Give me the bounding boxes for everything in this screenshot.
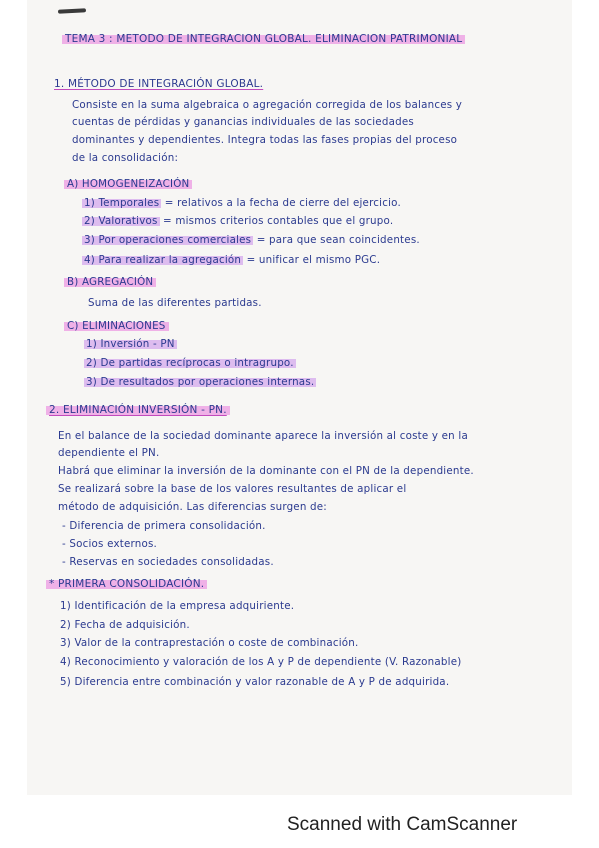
section-3-heading bbox=[46, 578, 207, 590]
item-text: = unificar el mismo PGC. bbox=[243, 254, 381, 266]
s1-paragraph-line: de la consolidación: bbox=[72, 152, 179, 164]
scanner-watermark: Scanned with CamScanner bbox=[287, 814, 518, 835]
page-title bbox=[62, 33, 465, 45]
elimination-item-text: 1) Inversión - PN bbox=[86, 338, 175, 350]
homogeneization-item bbox=[82, 215, 393, 227]
item-highlight: 2) Valorativos bbox=[84, 215, 158, 227]
s2-paragraph-line: Se realizará sobre la base de los valores resultantes de aplicar el bbox=[58, 483, 407, 495]
page-title-text: TEMA 3 : METODO DE INTEGRACION GLOBAL. ELIMINACION PATRIMONIAL bbox=[62, 33, 465, 45]
section-3-heading-text: * PRIMERA CONSOLIDACIÓN. bbox=[46, 578, 207, 590]
subsection-a-text: A) HOMOGENEIZACIÓN bbox=[64, 178, 192, 190]
elimination-item bbox=[84, 357, 296, 369]
subsection-a-label bbox=[64, 178, 192, 190]
item-highlight: 4) Para realizar la agregación bbox=[84, 254, 242, 266]
item-highlight: 1) Temporales bbox=[84, 197, 160, 209]
section-1-heading: 1. MÉTODO DE INTEGRACIÓN GLOBAL. bbox=[54, 78, 264, 90]
item-text: = mismos criterios contables que el grupo. bbox=[159, 215, 394, 227]
homogeneization-item bbox=[82, 234, 420, 246]
difference-item: - Diferencia de primera consolidación. bbox=[62, 520, 266, 532]
difference-item: - Reservas en sociedades consolidadas. bbox=[62, 556, 274, 568]
section-2-heading-text: 2. ELIMINACIÓN INVERSIÓN - PN. bbox=[46, 404, 230, 416]
subsection-b-text: B) AGREGACIÓN bbox=[64, 276, 156, 288]
subsection-c-label bbox=[64, 320, 169, 332]
elimination-item bbox=[84, 338, 177, 350]
item-text: = para que sean coincidentes. bbox=[253, 234, 420, 246]
s2-paragraph-line: dependiente el PN. bbox=[58, 447, 160, 459]
s1-paragraph-line: dominantes y dependientes. Integra todas las fases propias del proceso bbox=[72, 134, 458, 146]
difference-item: - Socios externos. bbox=[62, 538, 158, 550]
aggregation-text: Suma de las diferentes partidas. bbox=[88, 297, 262, 309]
s2-paragraph-line: método de adquisición. Las diferencias surgen de: bbox=[58, 501, 327, 513]
elimination-item-text: 3) De resultados por operaciones internas. bbox=[86, 376, 315, 388]
elimination-item bbox=[84, 376, 316, 388]
consolidation-step: 3) Valor de la contraprestación o coste de combinación. bbox=[60, 637, 359, 649]
consolidation-step: 2) Fecha de adquisición. bbox=[60, 619, 190, 631]
consolidation-step: 5) Diferencia entre combinación y valor razonable de A y P de adquirida. bbox=[60, 676, 450, 688]
section-2-heading bbox=[46, 404, 230, 416]
s2-paragraph-line: En el balance de la sociedad dominante aparece la inversión al coste y en la bbox=[58, 430, 468, 442]
homogeneization-item bbox=[82, 197, 401, 209]
item-highlight: 3) Por operaciones comerciales bbox=[84, 234, 252, 246]
s2-paragraph-line: Habrá que eliminar la inversión de la dominante con el PN de la dependiente. bbox=[58, 465, 474, 477]
consolidation-step: 1) Identificación de la empresa adquiriente. bbox=[60, 600, 295, 612]
item-text: = relativos a la fecha de cierre del ejercicio. bbox=[161, 197, 401, 209]
subsection-b-label bbox=[64, 276, 156, 288]
homogeneization-item bbox=[82, 254, 380, 266]
consolidation-step: 4) Reconocimiento y valoración de los A y P de dependiente (V. Razonable) bbox=[60, 656, 462, 668]
s1-paragraph-line: cuentas de pérdidas y ganancias individuales de las sociedades bbox=[72, 116, 414, 128]
subsection-c-text: C) ELIMINACIONES bbox=[64, 320, 169, 332]
elimination-item-text: 2) De partidas recíprocas o intragrupo. bbox=[86, 357, 294, 369]
s1-paragraph-line: Consiste en la suma algebraica o agregación corregida de los balances y bbox=[72, 99, 463, 111]
